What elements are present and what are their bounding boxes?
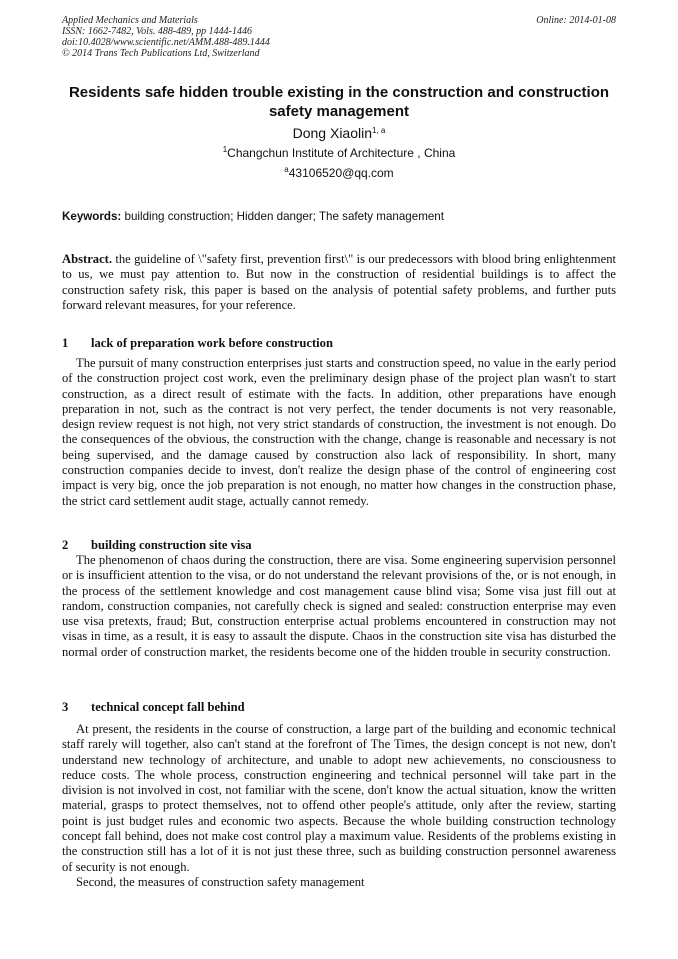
journal-header	[62, 15, 616, 59]
journal-name: Applied Mechanics and Materials	[62, 15, 198, 26]
section-number: 2	[62, 538, 69, 552]
author-superscript: 1, a	[372, 126, 386, 135]
section-1	[62, 336, 616, 509]
online-date: Online: 2014-01-08	[536, 15, 616, 26]
section-number: 3	[62, 700, 69, 714]
affiliation-superscript: 1	[222, 145, 228, 154]
email-line	[62, 166, 616, 181]
section-3	[62, 700, 616, 890]
section-heading	[62, 336, 616, 351]
section-title: lack of preparation work before construction	[91, 336, 333, 350]
section-title: technical concept fall behind	[91, 700, 245, 714]
section-heading	[62, 538, 616, 553]
abstract	[62, 252, 616, 313]
section-heading	[62, 700, 616, 715]
issn-line: ISSN: 1662-7482, Vols. 488-489, pp 1444-1446	[62, 26, 252, 37]
section-paragraph: At present, the residents in the course of construction, a large part of the building and economic technical staff rarely will together, also can't stand at the forefront of The Times, the design concept is not new, don't understand new technology of architecture, and unable to adopt new achievements, no consciousness to reduce costs. The whole process, construction engineering and technical personnel will take part in the division is not involved in cost, not familiar with the scene, don't know the actual situation, know the written material, grasps to protect themselves, not to offend other people's attitude, only after the review, starting point is just budget rules and economic two aspects. Because the whole building construction technology concept fall behind, does not make cost control play a maximum value. Residents of the problems existing in the construction still has a lot of it is not just these three, such as building construction personnel awareness of security is not enough.	[62, 722, 616, 874]
author-line	[62, 124, 616, 142]
section-paragraph: Second, the measures of construction safety management	[76, 874, 365, 889]
section-title: building construction site visa	[91, 538, 252, 552]
email-address: 43106520@qq.com	[288, 166, 394, 180]
section-paragraph: The phenomenon of chaos during the construction, there are visa. Some engineering supervision personnel or is insufficient attention to the visa, or do not understand the relevant provisions of the, or is not enough, in the process of the settlement knowledge and cost management cause blind visa; Some visa just fill out at random, construction companies, not carefully check is signed and sealed: construction enterprise may even use visa pretexts, fraud; But, construction enterprise actual problems encountered in construction may not visas in time, as a result, it is easy to assault the dispute. Chaos in the construction site visa has disturbed the normal order of construction market, the residents become one of the hidden trouble in security construction.	[62, 553, 616, 659]
keywords	[62, 209, 616, 224]
keywords-label: Keywords:	[62, 210, 122, 223]
section-paragraph: The pursuit of many construction enterprises just starts and construction speed, no value in the early period of the construction project cost work, even the preliminary design phase of the project plan wasn't to start construction, as a direct result of estimate with the facts. In addition, other preparations have enough preparation in not, such as the contract is not very perfect, the tender documents is not very reasonable, design review request is not high, not very strict standards of construction, the investment is not enough. Do the consequences of the obvious, the construction with the change, change is reasonable and necessary is not being supervised, and the damage caused by construction also lack of responsibility. In short, many construction companies decide to invest, don't realize the design phase of the control of engineering cost impact is very big, once the job preparation is not enough, no matter how changes in the construction phase, the strict card settlement audit stage, actually cannot remedy.	[62, 356, 616, 508]
abstract-label: Abstract.	[62, 252, 113, 266]
section-number: 1	[62, 336, 69, 350]
paper-title: Residents safe hidden trouble existing in the construction and construction safety management	[68, 84, 610, 120]
section-2	[62, 538, 616, 660]
email-superscript: a	[284, 165, 289, 174]
abstract-text: the guideline of \"safety first, prevention first\" is our predecessors with blood bring enlightenment to us, we must pay attention to. But now in the construction of residential buildings is to affect the construction safety risk, this paper is based on the analysis of potential safety problems, and further puts forward relevant measures, for your reference.	[62, 252, 616, 312]
keywords-text: building construction; Hidden danger; The safety management	[124, 210, 444, 223]
author-name: Dong Xiaolin	[292, 125, 373, 141]
copyright-line: © 2014 Trans Tech Publications Ltd, Switzerland	[62, 48, 260, 59]
doi-line: doi:10.4028/www.scientific.net/AMM.488-489.1444	[62, 37, 270, 48]
affiliation-line	[62, 146, 616, 161]
affiliation-text: Changchun Institute of Architecture , China	[227, 146, 456, 160]
